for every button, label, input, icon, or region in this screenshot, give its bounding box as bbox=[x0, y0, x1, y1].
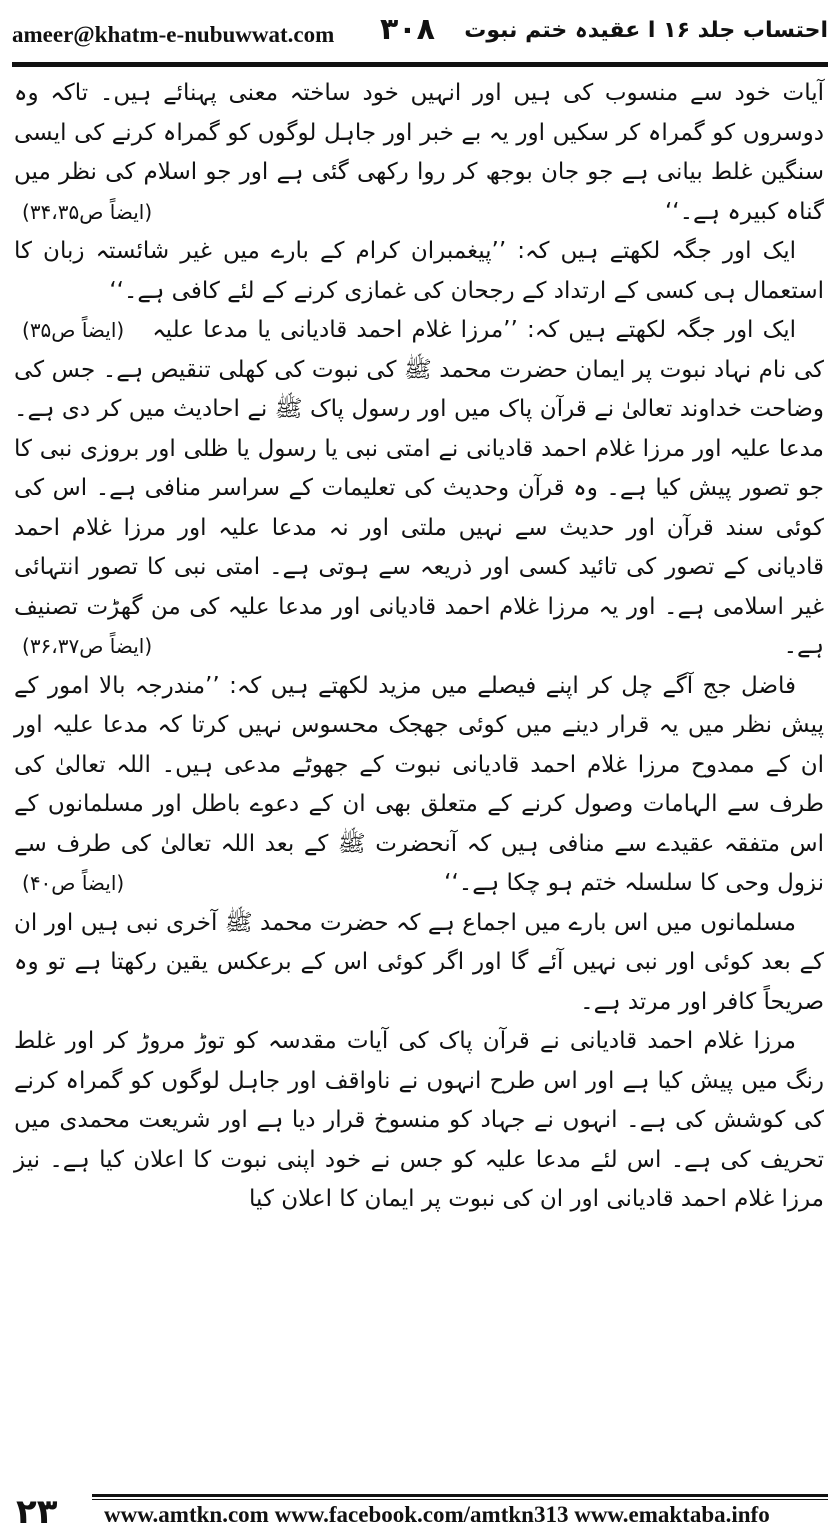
header-email[interactable]: ameer@khatm-e-nubuwwat.com bbox=[12, 22, 335, 47]
citation: (ایضاً ص۴۰) bbox=[22, 871, 125, 895]
paragraph-text: مرزا غلام احمد قادیانی نے قرآن پاک کی آیات مقدسہ کو توڑ مروڑ کر اور غلط رنگ میں پیش کیا ہے اور اس طرح انہوں نے ناواقف اور جاہل لوگوں کو گمراہ کرنے کی کوشش کی ہے۔ انہوں نے جہاد کو منسوخ قرار دیا ہے اور شریعت محمدی میں تحریف کی ہے۔ اس لئے مدعا علیہ کو جس نے خود اپنی نبوت کا اعلان کیا ہے۔ نیز مرزا غلام احمد قادیانی اور ان کی نبوت پر ایمان کا اعلان کیا bbox=[14, 1028, 824, 1212]
paragraph-6 bbox=[14, 1022, 824, 1220]
header-divider bbox=[12, 62, 828, 67]
paragraph-text: ایک اور جگہ لکھتے ہیں کہ: ’’پیغمبران کرام کے بارے میں غیر شائستہ زبان کا استعمال ہی کسی کے ارتداد کے رجحان کی غمازی کرنے کے لئے کافی ہے۔‘‘ bbox=[14, 238, 824, 304]
paragraph-text: فاضل جج آگے چل کر اپنے فیصلے میں مزید لکھتے ہیں کہ: ’’مندرجہ بالا امور کے پیش نظر میں یہ قرار دینے میں کوئی جھجک محسوس نہیں کرتا کہ مدعا علیہ اور ان کے ممدوح مرزا غلام احمد قادیانی نبوت کے جھوٹے مدعی ہیں۔ اللہ تعالیٰ کی طرف سے الہامات وصول کرنے کے متعلق بھی ان کے دعوے باطل اور مسلمانوں کے اس متفقہ عقیدے سے منافی ہیں کہ آنحضرت ﷺ کے بعد اللہ تعالیٰ کی طرف سے نزول وحی کا سلسلہ ختم ہو چکا ہے۔‘‘ bbox=[14, 672, 824, 896]
document-body bbox=[14, 74, 824, 1220]
paragraph-2 bbox=[14, 232, 824, 342]
header-page-number: ۳۰۸ bbox=[380, 12, 435, 47]
header-title: احتساب جلد ۱۶ ا عقیدہ ختم نبوت bbox=[464, 18, 828, 43]
paragraph-text: ایک اور جگہ لکھتے ہیں کہ: ’’مرزا غلام احمد قادیانی یا مدعا علیہ کی نام نہاد نبوت پر ایمان حضرت محمد ﷺ کی نبوت کی کھلی تنقیص ہے۔ جس کی وضاحت خداوند تعالیٰ نے قرآن پاک میں اور رسول پاک ﷺ نے احادیث میں کر دی ہے۔ مدعا علیہ اور مرزا غلام احمد قادیانی نے امتی نبی یا رسول یا ظلی اور بروزی نبی کا جو تصور پیش کیا ہے۔ وہ قرآن وحدیث کی تعلیمات کے سراسر منافی ہے۔ اس کی کوئی سند قرآن اور حدیث سے نہیں ملتی اور نہ مدعا علیہ اور مرزا غلام احمد قادیانی کے تصور کی تائید کسی اور ذریعہ سے ہوتی ہے۔ امتی نبی کا تصور انتہائی غیر اسلامی ہے۔ اور یہ مرزا غلام احمد قادیانی اور مدعا علیہ کی من گھڑت تصنیف ہے۔ bbox=[14, 317, 824, 659]
footer-divider bbox=[92, 1494, 828, 1497]
paragraph-3 bbox=[14, 311, 824, 667]
paragraph-5 bbox=[14, 904, 824, 1023]
paragraph-1 bbox=[14, 74, 824, 232]
page-header bbox=[0, 0, 840, 66]
citation: (ایضاً ص۳۴،۳۵) bbox=[22, 199, 153, 224]
paragraph-text: آیات خود سے منسوب کی ہیں اور انہیں خود ساختہ معنی پہنائے ہیں۔ تاکہ وہ دوسروں کو گمراہ کر سکیں اور یہ بے خبر اور جاہل لوگوں کو گمراہ کرنے کی ایسی سنگین غلط بیانی ہے جو جان بوجھ کر روا رکھی گئی ہے اور جو اسلام کی نظر میں گناہ کبیرہ ہے۔‘‘ bbox=[14, 80, 824, 225]
footer-page-number: ۲۳ bbox=[16, 1492, 58, 1532]
citation: (ایضاً ص۳۶،۳۷) bbox=[22, 634, 153, 658]
paragraph-4 bbox=[14, 667, 824, 904]
footer-links[interactable]: www.amtkn.com www.facebook.com/amtkn313 www.emaktaba.info bbox=[104, 1502, 770, 1527]
paragraph-text: مسلمانوں میں اس بارے میں اجماع ہے کہ حضرت محمد ﷺ آخری نبی ہیں اور ان کے بعد کوئی اور نبی نہیں آئے گا اور اگر کوئی اس کے برعکس یقین رکھتا ہے تو وہ صریحاً کافر اور مرتد ہے۔ bbox=[14, 909, 824, 1015]
footer-divider-thin bbox=[92, 1499, 828, 1500]
page-footer bbox=[0, 1484, 840, 1540]
citation: (ایضاً ص۳۵) bbox=[22, 318, 125, 342]
